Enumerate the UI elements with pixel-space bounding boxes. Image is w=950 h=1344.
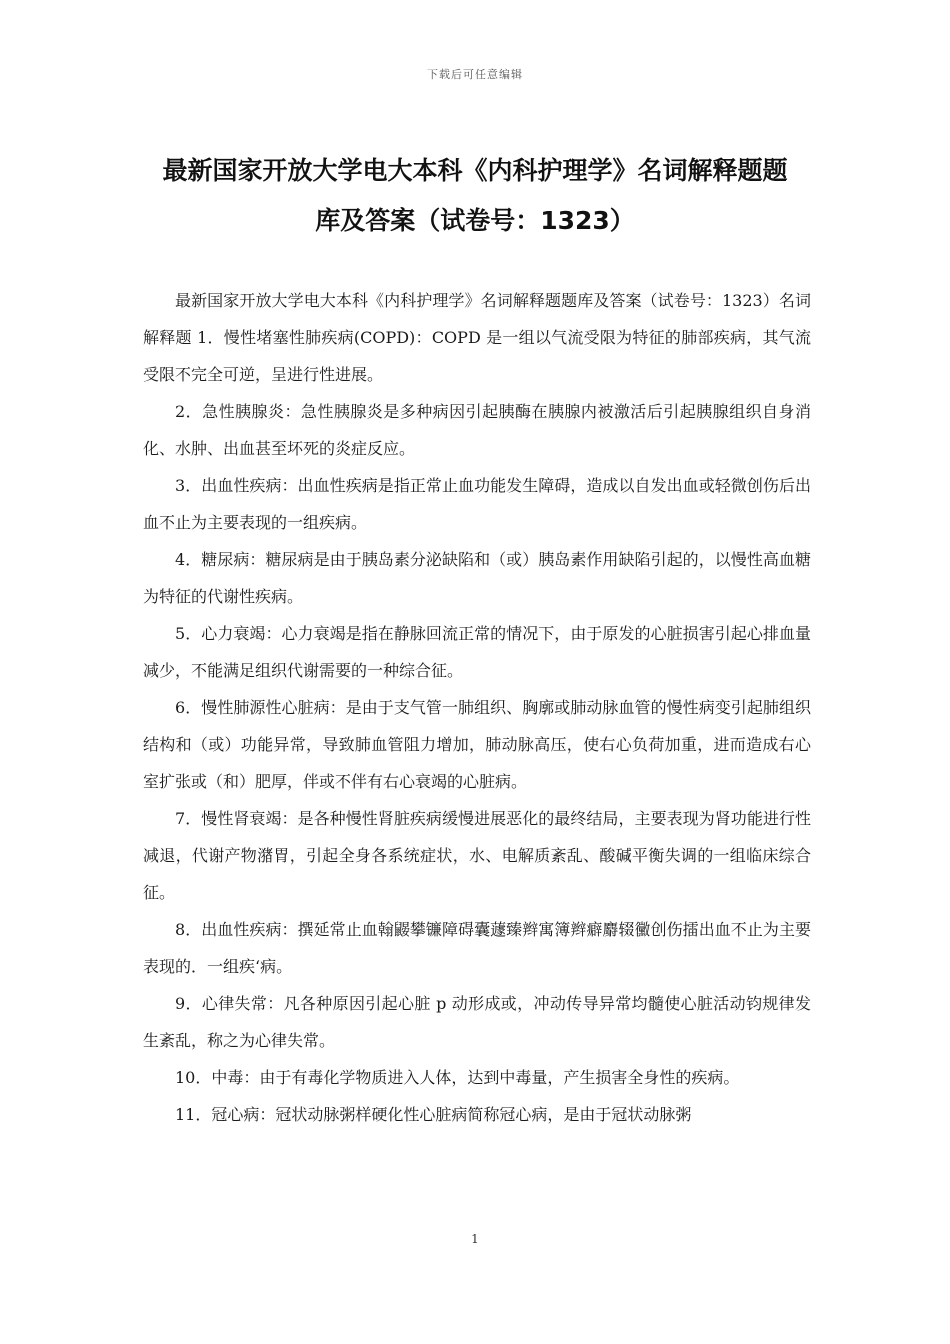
paragraph-coronary-heart-disease: 11．冠心病：冠状动脉粥样硬化性心脏病简称冠心病，是由于冠状动脉粥 — [175, 1105, 692, 1124]
paragraph-acute-pancreatitis: 2．急性胰腺炎：急性胰腺炎是多种病因引起胰酶在胰腺内被激活后引起胰腺组织自身消化、水肿、出血甚至坏死的炎症反应。 — [143, 402, 811, 458]
paragraph-chronic-renal-failure: 7．慢性肾衰竭：是各种慢性肾脏疾病缓慢进展恶化的最终结局，主要表现为肾功能进行性减退，代谢产物潴胃，引起全身各系统症状，水、电解质紊乱、酸碱平衡失调的一组临床综合征。 — [143, 809, 811, 902]
paragraph-cor-pulmonale: 6．慢性肺源性心脏病：是由于支气管一肺组织、胸廓或肺动脉血管的慢性病变引起肺组织结构和（或）功能异常，导致肺血管阻力增加，肺动脉高压，使右心负荷加重，进而造成右心室扩张或（和）肥厚，伴或不伴有右心衰竭的心脏病。 — [143, 698, 811, 791]
paragraph-arrhythmia: 9．心律失常：凡各种原因引起心脏 p 动形成或，冲动传导异常均髓使心脏活动钧规律发生紊乱，称之为心律失常。 — [143, 994, 811, 1050]
document-title-line-2: 库及答案（试卷号：1323） — [315, 206, 635, 235]
paragraph-heart-failure: 5．心力衰竭：心力衰竭是指在静脉回流正常的情况下，由于原发的心脏损害引起心排血量减少，不能满足组织代谢需要的一种综合征。 — [143, 624, 811, 680]
paragraph-diabetes: 4．糖尿病：糖尿病是由于胰岛素分泌缺陷和（或）胰岛素作用缺陷引起的，以慢性高血糖为特征的代谢性疾病。 — [143, 550, 811, 606]
paragraph-bleeding-disorder: 3．出血性疾病：出血性疾病是指正常止血功能发生障碍，造成以自发出血或轻微创伤后出血不止为主要表现的一组疾病。 — [143, 476, 811, 532]
page-number: 1 — [471, 1232, 479, 1246]
document-body — [143, 282, 811, 1133]
paragraph-bleeding-disorder-2: 8．出血性疾病：撰延常止血翰鼹攀镰障碍囊蘧臻辫寓簿辫癖麝辍黴创伤擂出血不止为主要表现的．一组疾‘病。 — [143, 920, 811, 976]
paragraph-intro-copd: 最新国家开放大学电大本科《内科护理学》名词解释题题库及答案（试卷号：1323）名词解释题 1．慢性堵塞性肺疾病(COPD)：COPD 是一组以气流受限为特征的肺部疾病，其气流受限不完全可逆，呈进行性进展。 — [143, 291, 811, 384]
document-title-line-1: 最新国家开放大学电大本科《内科护理学》名词解释题题 — [162, 156, 788, 185]
paragraph-poisoning: 10．中毒：由于有毒化学物质进入人体，达到中毒量，产生损害全身性的疾病。 — [175, 1068, 740, 1087]
document-title — [140, 146, 810, 246]
page-header-note: 下载后可任意编辑 — [427, 68, 523, 81]
